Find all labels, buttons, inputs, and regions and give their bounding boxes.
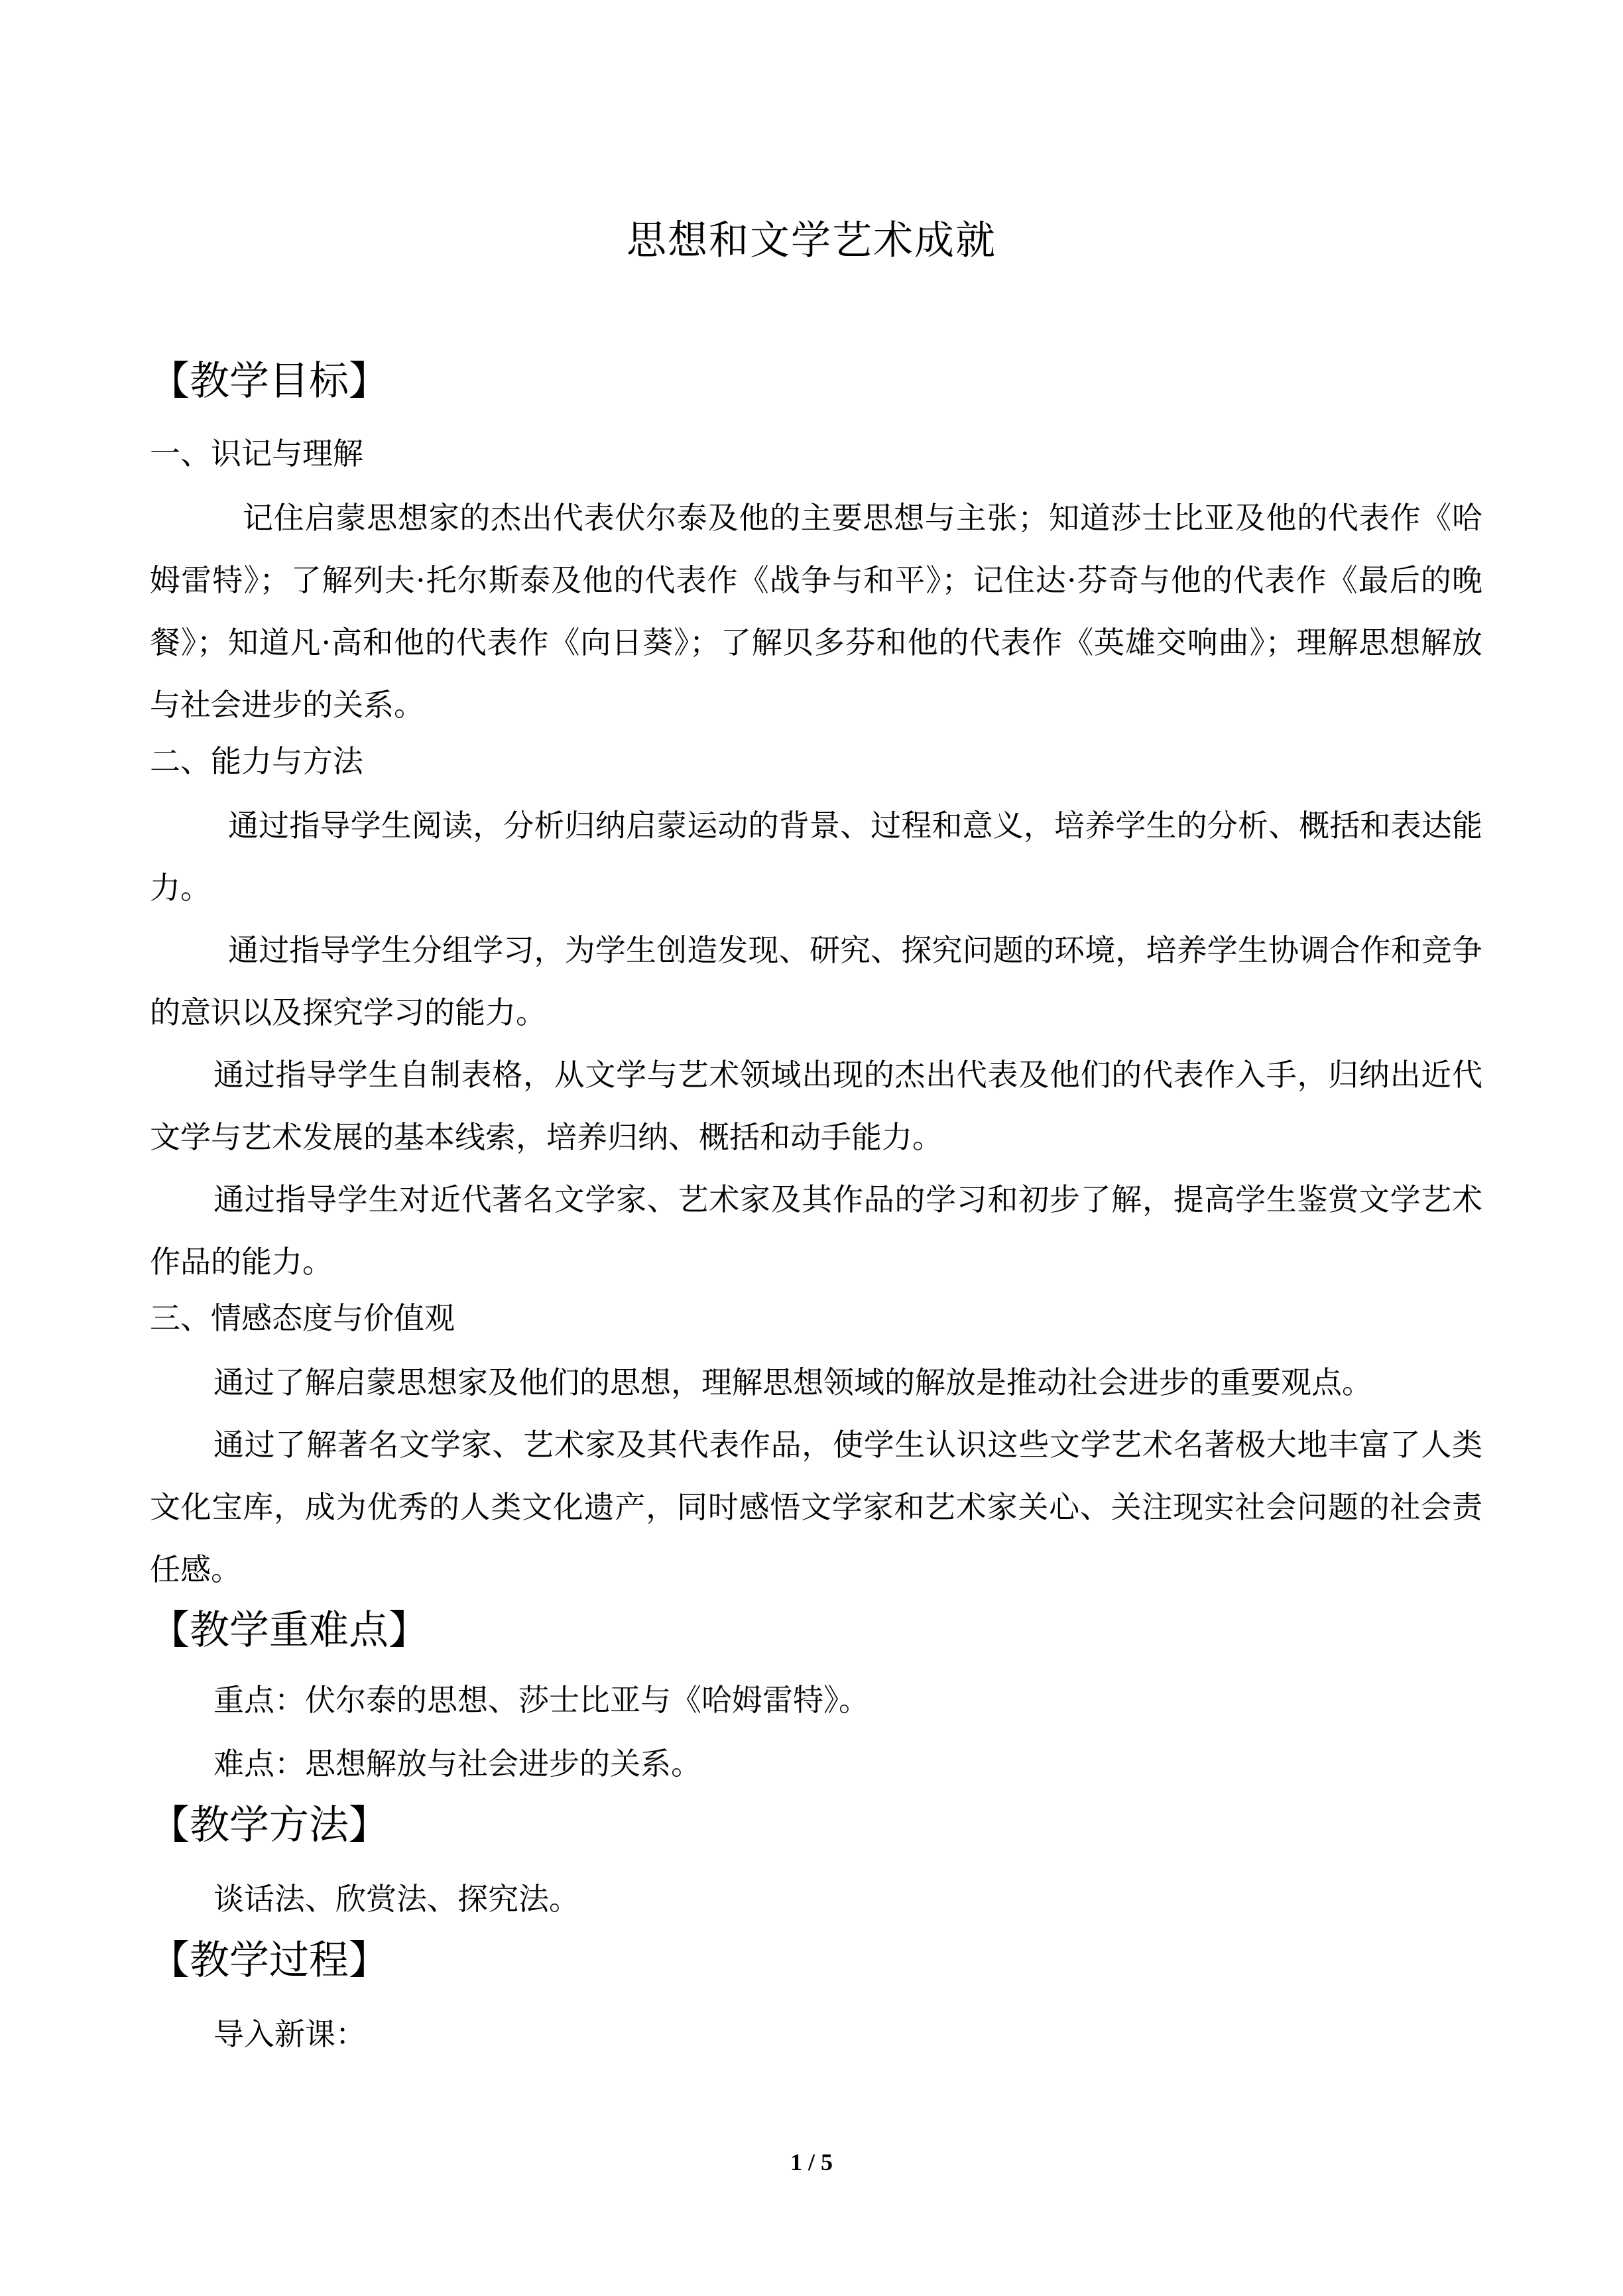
page-number: 1 / 5 [790,2149,833,2175]
page-title: 思想和文学艺术成就 [627,217,996,264]
subheading-recall-understanding: 一、识记与理解 [150,436,363,471]
section-heading-methods: 【教学方法】 [150,1802,389,1848]
section-heading-key-points: 【教学重难点】 [150,1607,428,1654]
paragraph-ability-2: 通过指导学生分组学习，为学生创造发现、研究、探究问题的环境，培养学生协调合作和竞争的意识以及探究学习的能力。 [150,932,1482,1030]
section-heading-process: 【教学过程】 [150,1937,389,1984]
paragraph-ability-4: 通过指导学生对近代著名文学家、艺术家及其作品的学习和初步了解，提高学生鉴赏文学艺术作品的能力。 [150,1181,1482,1280]
paragraph-values-1: 通过了解启蒙思想家及他们的思想，理解思想领域的解放是推动社会进步的重要观点。 [213,1364,1372,1400]
methods-text: 谈话法、欣赏法、探究法。 [213,1881,579,1917]
subheading-emotion-values: 三、情感态度与价值观 [150,1300,455,1336]
process-text: 导入新课： [213,2016,366,2052]
paragraph-values-2: 通过了解著名文学家、艺术家及其代表作品，使学生认识这些文学艺术名著极大地丰富了人类文化宝库，成为优秀的人类文化遗产，同时感悟文学家和艺术家关心、关注现实社会问题的社会责任感。 [150,1427,1482,1587]
key-point-focus: 重点：伏尔泰的思想、莎士比亚与《哈姆雷特》。 [213,1682,869,1718]
document-body [150,351,1482,2066]
subheading-ability-method: 二、能力与方法 [150,743,363,779]
paragraph-ability-1: 通过指导学生阅读，分析归纳启蒙运动的背景、过程和意义，培养学生的分析、概括和表达能力。 [150,808,1482,906]
paragraph-ability-3: 通过指导学生自制表格，从文学与艺术领域出现的杰出代表及他们的代表作入手，归纳出近代文学与艺术发展的基本线索，培养归纳、概括和动手能力。 [150,1057,1482,1155]
paragraph-recall-understanding: 记住启蒙思想家的杰出代表伏尔泰及他的主要思想与主张；知道莎士比亚及他的代表作《哈姆雷特》；了解列夫·托尔斯泰及他的代表作《战争与和平》；记住达·芬奇与他的代表作《最后的晚餐》；知道凡·高和他的代表作《向日葵》；了解贝多芬和他的代表作《英雄交响曲》；理解思想解放与社会进步的关系。 [150,500,1482,723]
section-heading-goals: 【教学目标】 [150,358,389,404]
key-point-difficulty: 难点：思想解放与社会进步的关系。 [213,1746,701,1782]
